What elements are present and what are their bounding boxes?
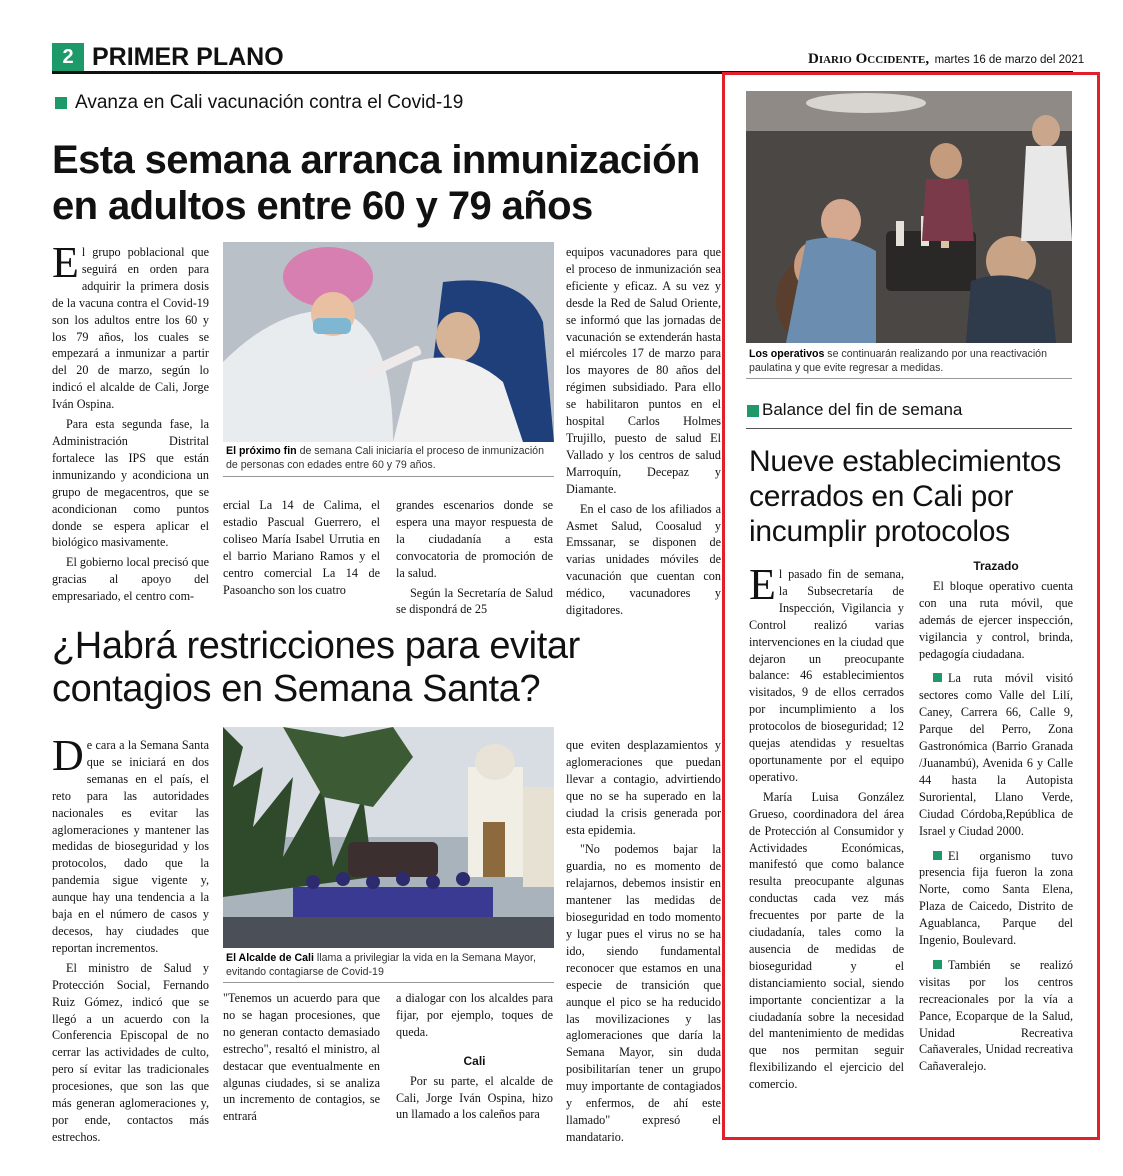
body-text: "Tenemos un acuerdo para que no se hagan procesiones, que no generan contacto demasiado estrecho", resaltó el ministro, al destacar que eventualmente en algunas ciudades, si se analiza un incremento de contagios, se entrará [223,991,380,1124]
body-text: a dialogar con los alcaldes para fijar, por ejemplo, toques de queda. [396,991,553,1039]
headline-line: contagios en Semana Santa? [52,668,541,710]
subhead: Cali [463,1053,486,1068]
body-text: que eviten desplazamientos y aglomeraciones que puedan llevar a contagio, advirtiendo que no se ha superado en la ciudad la crisis generada por esta epidemia. [566,738,721,837]
caption-rule [223,982,554,983]
body-text: "No podemos bajar la guardia, no es momento de relajarnos, debemos insistir en mantener las medidas de bioseguridad en todo momento y lugar pues el virus no se ha ido, siendo fundamental reconocer que estamos en una especie de transición que aunque el pico se ha reducido las movilizaciones y las aglomeraciones que daría la Semana Mayor, sin duda posibilitarían tener un grupo muy importante de contagiados y enfermos, de ahí este llamado" expresó el mandatario. [566,842,721,1144]
article1-column-3 [396,497,553,618]
kicker-square-icon [55,97,67,109]
body-text: Según la Secretaría de Salud se dispondrá de 25 [396,585,553,617]
article3-column-1 [749,560,904,1093]
article3-photo-caption [749,347,1071,375]
caption-text: llama a privilegiar la vida en la Semana Mayor, evitando contagiarse de Covid-19 [226,952,536,978]
body-text: El ministro de Salud y Protección Social, Fernando Ruiz Gómez, indicó que se llegó a un acuerdo con la Conferencia Episcopal de no cerrar las actividades de culto, pero sí evitar las tradicionales procesiones, que son las que más generan aglomeraciones y, por ende, contactos más estrechos. [52,960,209,1144]
article1-photo-caption [226,444,552,472]
caption-bold: Los operativos [749,348,825,360]
article3-kicker [747,400,962,420]
issue-date: martes 16 de marzo del 2021 [934,54,1085,66]
body-text: Por su parte, el alcalde de Cali, Jorge Iván Ospina, hizo un llamado a los caleños para [396,1073,553,1122]
headline-line: ¿Habrá restricciones para evitar [52,625,580,667]
dropcap: E [52,238,79,287]
kicker-square-icon [747,405,759,417]
body-text: En el caso de los afiliados a Asmet Salud, Coosalud y Emssanar, se disponen de varias unidades móviles de vacunación que cuentan con médico, vacunadores y digitadores. [566,501,721,618]
bar-operations-photo [746,91,1072,343]
article2-photo-caption [226,951,552,979]
caption-rule [746,378,1072,379]
caption-bold: El próximo fin [226,445,297,457]
headline-line: en adultos entre 60 y 79 años [52,184,593,228]
article2-column-2 [223,990,380,1125]
body-text: l pasado fin de semana, la Subsecretaría de Inspección, Vigilancia y Control realizó varias intervenciones en la ciudad que dejaron un preocupante balance: 46 establecimientos visitados, 9 de ellos cerrados por incumplimiento a los protocolos de bioseguridad; 12 quejas atendidas y resueltas oportunamente por el equipo operativo. [749,567,904,784]
headline-line: Esta semana arranca inmunización [52,138,700,182]
caption-bold: El Alcalde de Cali [226,952,314,964]
article3-column-2 [919,558,1073,1075]
bar-operations-photo-image [746,91,1072,343]
masthead [808,50,1084,69]
publication-name: Diario Occidente, [808,51,930,67]
bullet-square-icon [933,960,942,969]
article2-column-4 [566,737,721,1146]
dropcap: D [52,731,84,780]
body-text: María Luisa González Grueso, coordinadora del área de Protección al Consumidor y Actividades Económicas, manifestó que como balance resulta preocupante algunas conductas cada vez más frecuentes por parte de la ciudadanía, tales como la ausencia de medidas de bioseguridad y el distanciamiento social, siendo importante concientizar a la ciudadanía sobre la necesidad del mantenimiento de medidas que nos permitan seguir flexibilizando el ejercicio del comercio. [749,789,904,1092]
article2-column-1 [52,731,209,1146]
bullet-square-icon [933,673,942,682]
body-text: e cara a la Semana Santa que se iniciará en dos semanas en el país, el reto para las autoridades nacionales es evitar las aglomeraciones y mantener las medidas de bioseguridad y los protocolos, dado que la pandemia sigue vigente y, aunque hay una tendencia a la baja en el número de casos y decesos, hay ciudades que reportan incrementos. [52,738,209,955]
article3-headline [749,444,1079,549]
body-text: ercial La 14 de Calima, el estadio Pascual Guerrero, el coliseo María Isabel Urrutia en el barrio Mariano Ramos y el centro comercial La 14 de Pasoancho son los cuatro [223,498,380,597]
body-text: equipos vacunadores para que el proceso de inmunización sea eficiente y eficaz. A su vez y desde la Red de Salud Oriente, se informó que las jornadas de vacunación se extenderán hasta el miércoles 17 de marzo para los mayores de 80 años del régimen subsidiado. Para ello se habilitaron puntos en el hospital Carlos Holmes Trujillo, puesto de salud El Vallado y los centros de salud Marroquín, Decepaz y Diamante. [566,245,721,496]
article1-kicker [55,92,463,114]
bullet-square-icon [933,851,942,860]
body-text: El organismo tuvo presencia fija fueron la zona Norte, como Santa Elena, Plaza de Caicedo, Distrito de Aguablanca, Parque del Ingenio, Boulevard. [919,848,1073,948]
section-title: PRIMER PLANO [92,43,284,71]
body-text: grandes escenarios donde se espera una mayor respuesta de la ciudadanía a esta convocatoria de promoción de la salud. [396,498,553,580]
body-text: El gobierno local precisó que gracias al apoyo del empresariado, el centro com- [52,555,209,604]
headline-line: incumplir protocolos [749,515,1010,548]
article1-headline [52,137,722,229]
vaccination-photo [223,242,554,442]
headline-line: Nueve establecimientos [749,445,1061,478]
procession-photo-image [223,727,554,948]
kicker-rule [746,428,1072,429]
body-text: También se realizó visitas por los centros recreacionales por la vía a Pance, Ecoparque de la Salud, Unidad Recreativa Cañaverales, Unidad recreativa Cañaveralejo. [919,957,1073,1074]
body-text: Para esta segunda fase, la Administración Distrital fortalece las IPS que están inmunizando y acondiciona un grupo de megacentros, que se acondicionan como puntos donde se espera aplicar el biológico masivamente. [52,417,209,550]
body-text: La ruta móvil visitó sectores como Valle del Lilí, Caney, Carrera 66, Calle 9, Parque del Perro, Zona Gastronómica (Barrio Granada /Juanambú), Avenida 6 y Calle 44 hasta la Autopista Suroriental, Llano Verde, Ciudad Córdoba,República de Israel y Ciudad 2000. [919,671,1073,838]
article1-column-2 [223,497,380,598]
body-text: El bloque operativo cuenta con una ruta móvil, que además de ejercer inspección, vigilancia y control, brinda, pedagogía ciudadana. [919,578,1073,661]
headline-line: cerrados en Cali por [749,480,1014,513]
caption-text: de semana Cali iniciaría el proceso de inmunización de personas con edades entre 60 y 79 años. [226,445,544,471]
page-number-badge: 2 [52,43,84,71]
body-text: l grupo poblacional que seguirá en orden para adquirir la primera dosis de la vacuna contra el Covid-19 son los adultos entre los 60 y los 79 años, los cuales se empezará a inmunizar a partir del 20 de marzo, según lo indicó el alcalde de Cali, Jorge Iván Ospina. [52,245,209,412]
caption-text: se continuarán realizando por una reactivación paulatina y que evite regresar a medidas. [749,348,1047,374]
subhead: Trazado [973,559,1019,573]
article2-column-3 [396,990,553,1123]
caption-rule [223,476,554,477]
procession-photo [223,727,554,948]
kicker-text: Balance del fin de semana [762,400,963,419]
article2-headline [52,625,722,711]
vaccination-photo-image [223,242,554,442]
article1-column-1 [52,238,209,605]
kicker-text: Avanza en Cali vacunación contra el Covid-19 [75,92,464,113]
dropcap: E [749,560,776,609]
article1-column-4 [566,244,721,619]
